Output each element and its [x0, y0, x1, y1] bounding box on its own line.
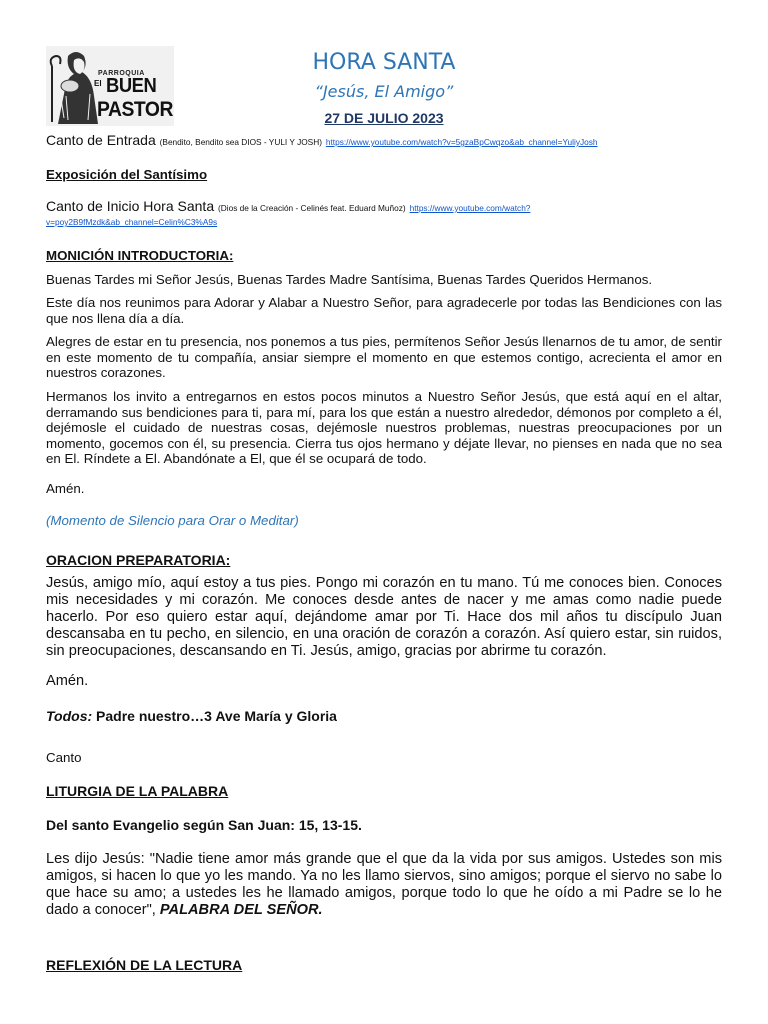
oracion-text: Jesús, amigo mío, aquí estoy a tus pies. Pongo mi corazón en tu mano. Tú me conoces bien. Conoces mis necesidades y mi corazón. Me conoces desde antes de nacer y me amas como nadie puede hacerlo. Por eso quiero estar aquí, dejándome amar por Ti. Hace dos mil años tu discípulo Juan descansaba en tu pecho, en silencio, en una oración de corazón a corazón. Así quiero estar, sin ruidos, sin preocupaciones, descansando en Ti. Jesús, amigo, gracias por abrirme tu corazón. — [46, 575, 722, 659]
logo-pastor-text: PASTOR — [97, 98, 173, 121]
oracion-heading: ORACION PREPARATORIA: — [46, 552, 231, 568]
logo-buen-text: BUEN — [106, 75, 157, 97]
liturgia-heading: LITURGIA DE LA PALABRA — [46, 783, 229, 799]
canto-label: Canto — [46, 750, 82, 765]
canto-inicio-label: Canto de Inicio Hora Santa — [46, 198, 215, 214]
logo-parroquia-text: PARROQUIA — [98, 70, 145, 77]
monicion-paragraph-1: Buenas Tardes mi Señor Jesús, Buenas Tardes Madre Santísima, Buenas Tardes Queridos Hermanos. — [46, 272, 653, 287]
evangelio-reference: Del santo Evangelio según San Juan: 15, 13-15. — [46, 817, 362, 833]
monicion-paragraph-3: Alegres de estar en tu presencia, nos ponemos a tus pies, permítenos Señor Jesús llenarnos de tu amor, de sentir en este momento de tu compañía, ansiar siempre el momento en que estemos contigo, acrecienta el amor en nuestros corazones. — [46, 334, 722, 380]
oracion-amen: Amén. — [46, 673, 89, 689]
evangelio-text: Les dijo Jesús: "Nadie tiene amor más grande que el que da la vida por sus amigos. Ustedes son mis amigos, si hacen lo que yo les mando. Ya no les llamo siervos, sino amigos; porque el siervo no sabe lo que hace su amo; a ustedes les he llamado amigos, porque todo lo que he oído a mi Padre se lo he dado a conocer", — [46, 851, 722, 918]
document-title: HORA SANTA — [312, 50, 456, 75]
canto-inicio-link[interactable]: https://www.youtube.com/watch? — [409, 203, 531, 213]
todos-label: Todos: — [46, 708, 93, 724]
canto-entrada-label: Canto de Entrada — [46, 132, 156, 148]
monicion-paragraph-2: Este día nos reunimos para Adorar y Alabar a Nuestro Señor, para agradecerle por todas las Bendiciones con las que nos llena día a día. — [46, 295, 722, 326]
logo-el-text: El — [94, 79, 102, 88]
monicion-heading: MONICIÓN INTRODUCTORIA: — [46, 248, 234, 263]
canto-entrada-link[interactable]: https://www.youtube.com/watch?v=5gzaBpCwqzo&ab_channel=YuliyJosh — [325, 137, 598, 147]
canto-inicio-detail: (Dios de la Creación - Celinés feat. Eduard Muñoz) — [218, 203, 406, 213]
palabra-del-senor: PALABRA DEL SEÑOR. — [159, 902, 323, 918]
todos-text: Padre nuestro…3 Ave María y Gloria — [92, 708, 337, 724]
canto-inicio-link-cont[interactable]: v=poy2B9fMzdk&ab_channel=Celin%C3%A9s — [46, 217, 218, 227]
exposicion-heading: Exposición del Santísimo — [46, 167, 208, 182]
reflexion-heading: REFLEXIÓN DE LA LECTURA — [46, 957, 243, 973]
monicion-amen: Amén. — [46, 481, 85, 496]
canto-inicio — [46, 200, 722, 228]
monicion-paragraph-4: Hermanos los invito a entregarnos en estos pocos minutos a Nuestro Señor Jesús, que está aquí en el altar, derramando sus bendiciones para ti, para mí, para los que están a nuestro alrededor, démonos por completo a él, dejémosle el cuidado de nuestras cosas, dejémosle nuestros problemas, nuestras preocupaciones por un momento, gocemos con él, su presencia. Cierra tus ojos hermano y déjate llevar, no pienses en nada que no sea en El. Ríndete a El. Abandónate a El, que él se ocupará de todo. — [46, 389, 722, 466]
momento-silencio: (Momento de Silencio para Orar o Meditar) — [46, 513, 299, 528]
document-subtitle: “Jesús, El Amigo” — [314, 82, 454, 101]
canto-entrada-detail: (Bendito, Bendito sea DIOS - YULI Y JOSH) — [159, 137, 322, 147]
document-date: 27 DE JULIO 2023 — [324, 110, 444, 126]
canto-entrada — [46, 133, 722, 151]
